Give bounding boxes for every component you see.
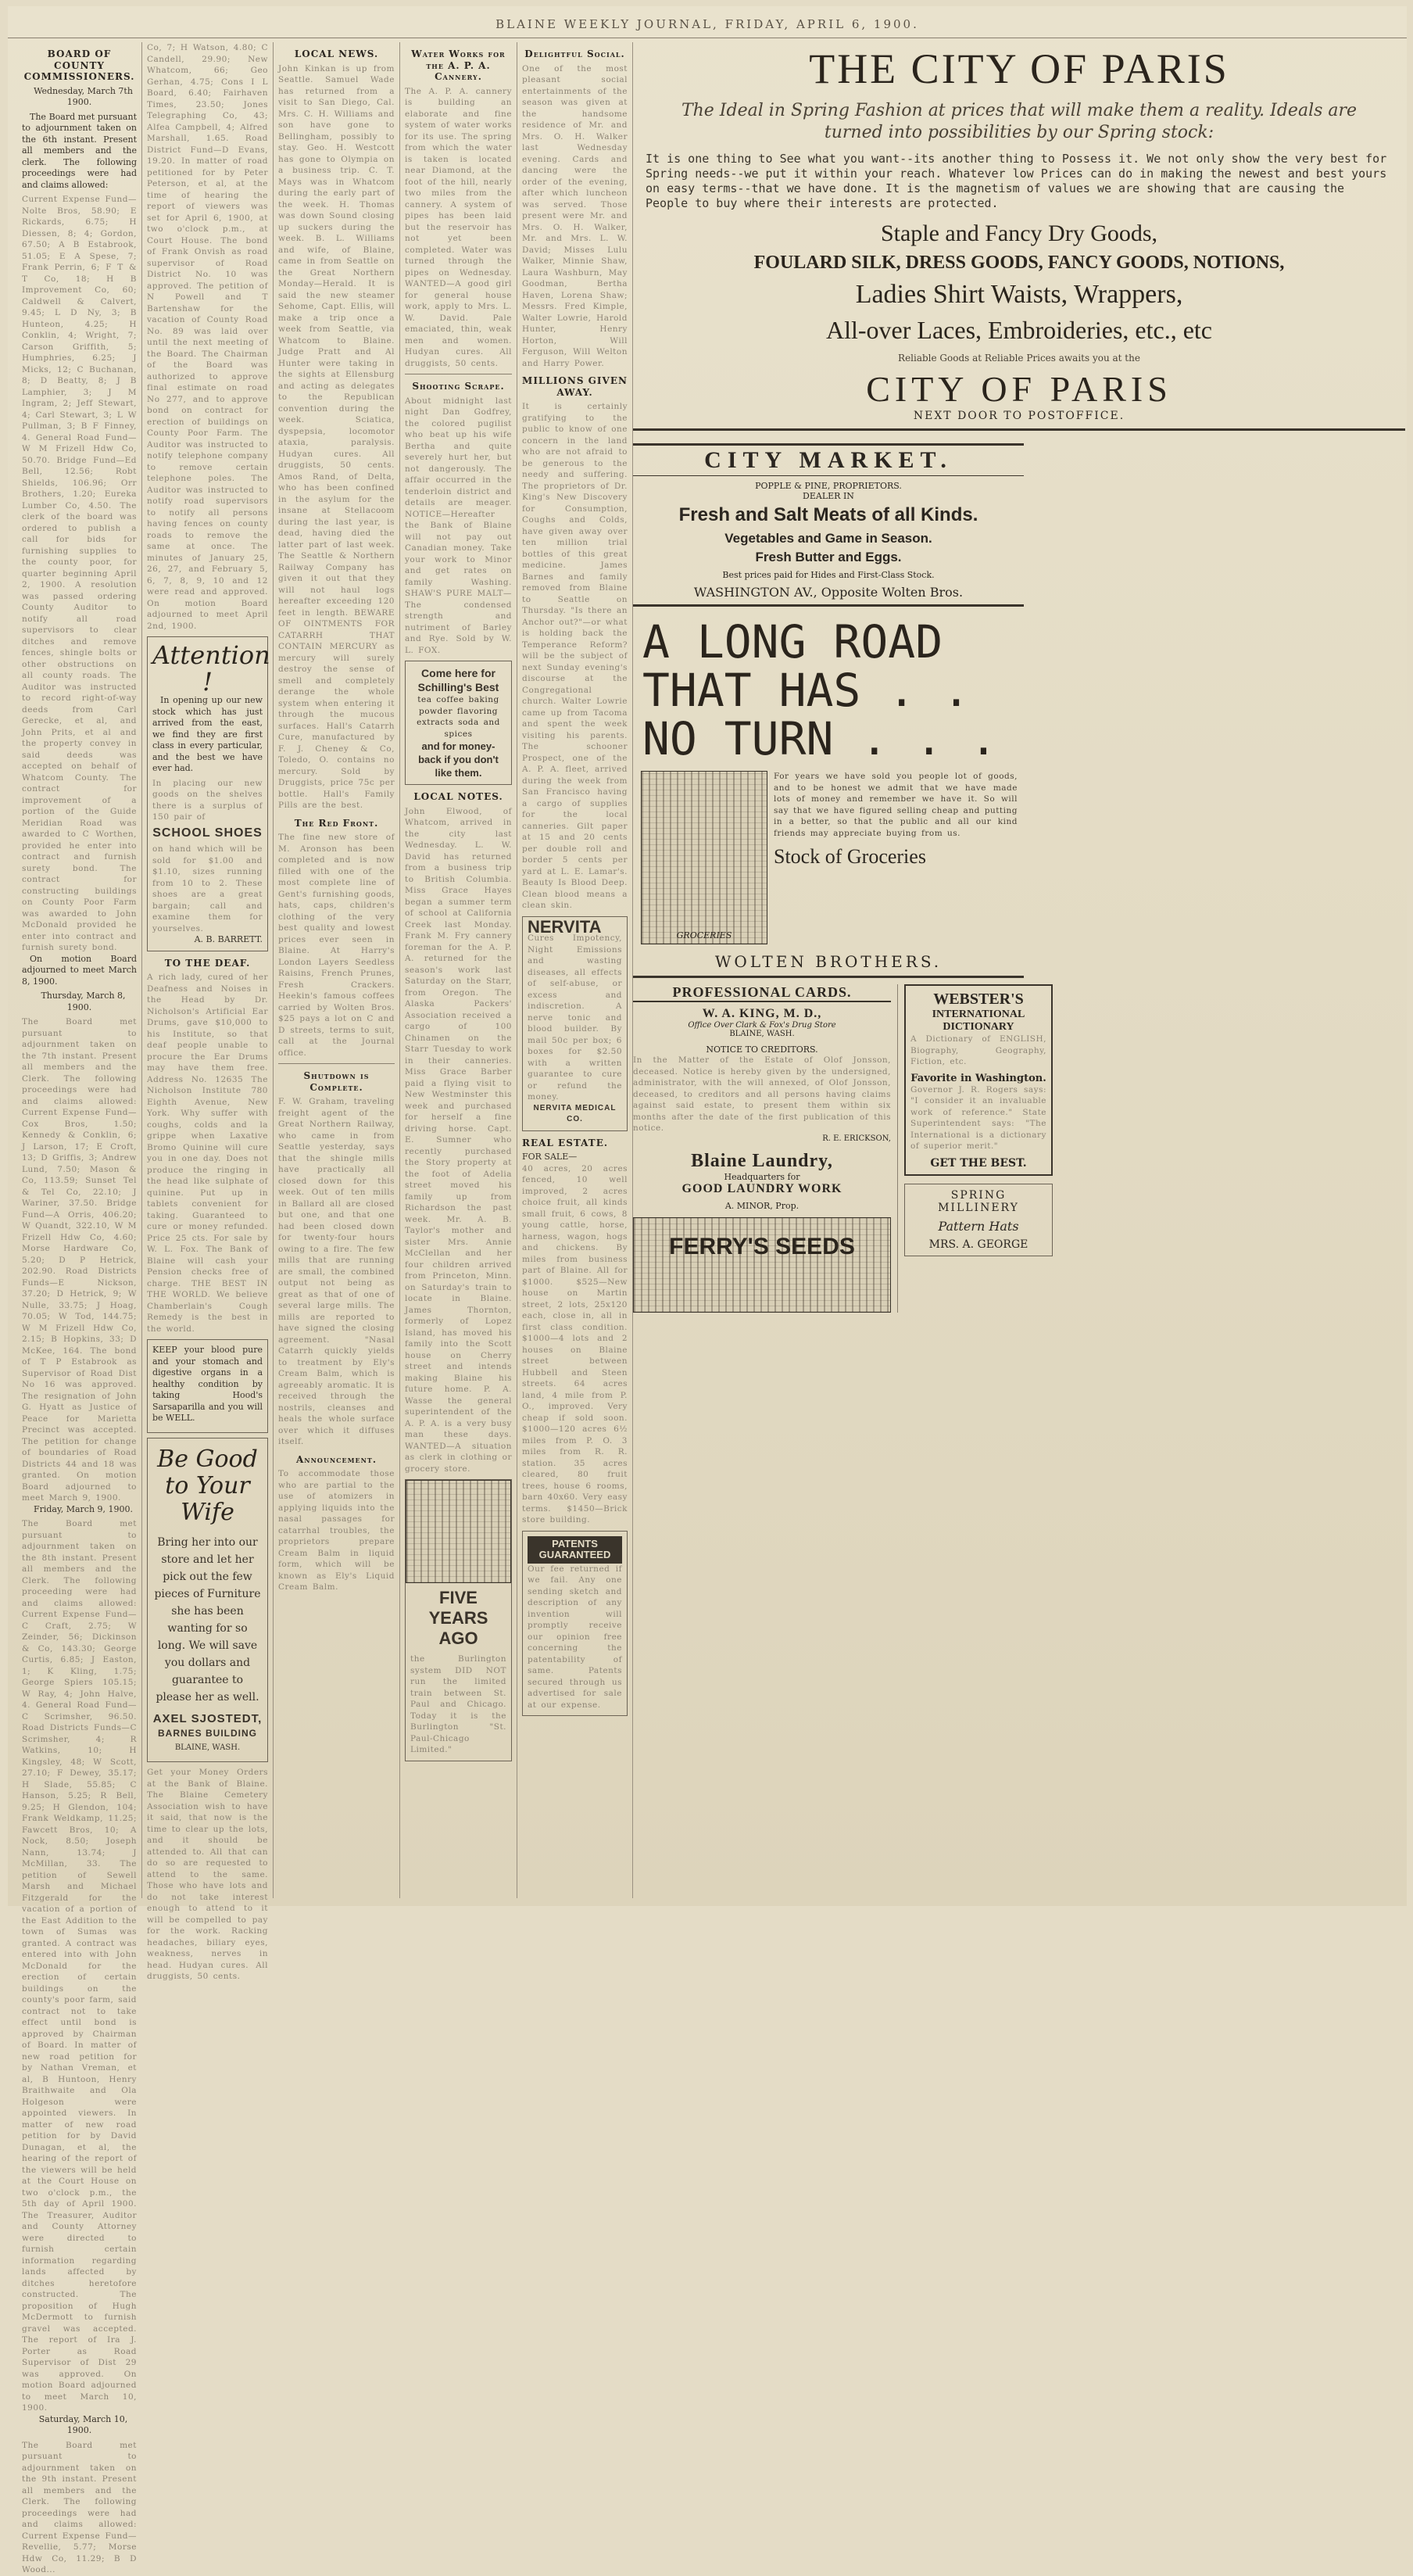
laundry-headquarters: Headquarters for [724, 1171, 800, 1182]
professional-heading: PROFESSIONAL CARDS. [633, 984, 891, 1002]
mrs-george: MRS. A. GEORGE [928, 1238, 1028, 1251]
stock-groceries-heading: Stock of Groceries [774, 845, 926, 868]
barrett-signature: A. B. BARRETT. [194, 934, 263, 944]
long-road-line-2: THAT HAS . . [642, 664, 971, 717]
sjostedt-name: AXEL SJOSTEDT, [152, 1711, 263, 1725]
article-body: It is certainly gratifying to the public to know of one concern in the land who are not afraid to be generous to the needy and suffering. The proprietors of Dr. King's New Discovery for Consumption, Coughs and Colds, have given away over ten million trial bottles of this great medicine. James Barnes and family removed from Blaine to Seattle on Thursday. "Is there an Anchor out?"—or what is holding back the Temperance Reform? will be the subject of next Sunday evening's discourse at the Congregational church. Walter Lowrie came up from Tacoma and spent the week visiting his parents. The schooner Prospect, one of the A. P. A. fleet, arrived during the week from San Francisco having a cargo of supplies for the local canneries. Gilt paper at 15 and 20 cents per double roll and border 5 cents per yard at L. E. Lamar's. Beauty Is Blood Deep. Clean blood means a clean skin. [522, 402, 628, 910]
market-proprietors: POPPLE & PINE, PROPRIETORS. [755, 481, 902, 491]
vegetables-line: Vegetables and Game in Season. [724, 531, 932, 546]
laundry-heading: Blaine Laundry, [691, 1150, 833, 1171]
article-body: The Board met pursuant to adjournment taken on the 7th instant. Present all members and the Clerk. The following proceedings were had and claims allowed: Current Expense Fund—Cox Bros, 1.50; Kennedy & Conklin, 6; J Larson, 17; E Croft, 13; D Griffis, 3; Andrew Lund, 7.50; Mason & Co, 113.59; Sunset Tel & Tel Co, 22.10; J Wariner, 37.50. Bridge Fund—A Orris, 406.20; W Quandt, 322.10, W M Frizell Hdw Co, 4.60; Morse Hardware Co, 5.20; D P Hetrick, 202.90. Road Districts Funds—E Nickson, 37.20; D Hetrick, 9; W Nulle, 33.75; J Hoag, 70.05; W Tod, 144.75; W M Frizell Hdw Co, 2.15; B Hopkins, 33; D McKee, 164. The bond of T P Estabrook as Supervisor of Road Dist No 16 was approved. The resignation of John G. Hyatt as Justice of Peace for Marietta Precinct was accepted. The petition for change of boundaries of Road Districts 44 and 18 was granted. On motion Board adjourned to meet March 9, 1900. [22, 1017, 137, 1503]
minor-prop: A. MINOR, Prop. [724, 1200, 800, 1211]
article-body: The Board met pursuant to adjournment taken on the 9th instant. Present all members and the Clerk. The following proceedings were had and claims allowed: Current Expense Fund—Revellie, 5.77; Morse Hdw Co, 11.29; B D Wood... [22, 2440, 137, 2574]
hoods-ad [147, 1339, 268, 1433]
king-name: W. A. KING, M. D., [702, 1007, 822, 1020]
deaf-heading: TO THE DEAF. [164, 957, 251, 969]
dateline: Wednesday, March 7th 1900. [34, 85, 133, 107]
king-location: BLAINE, WASH. [729, 1030, 795, 1038]
ferrys-seeds-ad [633, 1217, 891, 1313]
social-heading: Delightful Social. [524, 48, 625, 59]
nervita-ad [522, 916, 628, 1131]
red-front-heading: The Red Front. [294, 817, 379, 829]
article-body: About midnight last night Dan Godfrey, the colored pugilist who beat up his wife Bertha and quite severely hurt her, but not dangerously. The affair occurred in the tenderloin district and details are meager. NOTICE—Hereafter the Bank of Blaine will not pay out Canadian money. Take your work to Minor and get rates on family Washing. SHAW'S PURE MALT—The condensed strength and nutriment of Barley and Rye. Sold by W. L. FOX. [405, 396, 512, 655]
next-door-line: NEXT DOOR TO POSTOFFICE. [633, 410, 1405, 431]
foulard-line: FOULARD SILK, DRESS GOODS, FANCY GOODS, NOTIONS, [753, 253, 1285, 273]
ad-text: on hand which will be sold for $1.00 and $1.10, sizes running from 10 to 2. These shoes are a great bargain; call and examine them for yourselves. [152, 844, 263, 933]
ad-text: Bring her into our store and let her pick out the few pieces of Furniture she has been wanting for so long. We will save you dollars and guarantee to please her as well. [154, 1535, 261, 1704]
ad-text: Cures Impotency, Night Emissions and wasting diseases, all effects of self-abuse, or excess and indiscretion. A nerve tonic and blood builder. By mail 50c per box; 6 boxes for $2.50 with a written guarantee to cure or refund the money. [528, 933, 622, 1102]
article-body: The Board met pursuant to adjournment taken on the 8th instant. Present all members and the Clerk. The following proceeding were had and claims allowed: Current Expense Fund—C Craft, 2.75; W Zeinder, 56; Dickinson & Co, 143.30; George Curtis, 6.85; J Easton, 1; K Kling, 1.75; George Spiers 105.15; W Ray, 4; John Halve, 4. General Road Fund—C Scrimsher, 96.50. Road Districts Funds—C Scrimsher, 4; R Watkins, 10; H Kingsley, 48; W Scott, 27.10; F Dewey, 35.17; H Slade, 55.85; C Hanson, 5.25; R Bell, 9.25; H Glendon, 104; Frank Weldkamp, 11.25; Fawcett Bros, 10; A Nock, 8.50; Joseph Nann, 13.74; J McMillan, 33. The petition of Sewell Marsh and Michael Fitzgerald for the vacation of a portion of the East Addition to the town of Sumas was granted. A contract was entered into with John McDonald for the erection of certain buildings on the county's poor farm, said contract not to take effect until bond is approved by Chairman of Board. In matter of new road petition for by Nathan Vreman, et al, B Huntoon, Henry Braithwaite and Ola Holgeson were appointed viewers. In matter of new road petition for by David Dunagan, et al, the hearing of the report of the viewers will be held at the Court House on two o'clock p.m., the 5th day of April 1900. The Treasurer, Auditor and County Attorney were directed to furnish certain information regarding lands affected by ditches heretofore constructed. The proposition of Hugh McDermott to furnish gravel was accepted. The report of Ira J. Porter as Road Supervisor of Dist 29 was approved. On motion Board adjourned to meet March 10, 1900. [22, 1519, 137, 2413]
dateline: Thursday, March 8, 1900. [41, 991, 126, 1012]
reliable-line: Reliable Goods at Reliable Prices awaits you at the [898, 353, 1140, 364]
butter-line: Fresh Butter and Eggs. [755, 550, 902, 564]
spring-millinery: SPRING MILLINERY [938, 1188, 1019, 1214]
article-body: The A. P. A. cannery is building an elaborate and fine system of water works for its use. The spring from which the water is taken is located near Diamond, at the foot of the hill, nearly two miles from the cannery. A system of pipes has been laid but the reservoir has not yet been completed. Water was turned through the pipes on Wednesday. WANTED—A good girl for general house work, apply to Mrs. L. W. David. Pale emaciated, thin, weak men and women. Hudyan cures. All druggists, 50 cents. [405, 86, 512, 368]
nervita-company: NERVITA MEDICAL CO. [533, 1103, 617, 1123]
local-notes-heading: LOCAL NOTES. [413, 791, 503, 802]
real-estate-heading: REAL ESTATE. [522, 1137, 609, 1148]
groceries-sign: GROCERIES [676, 930, 732, 940]
ad-text: the Burlington system DID NOT run the limited train between St. Paul and Chicago. Today it is the Burlington "St. Paul-Chicago Limited." [410, 1654, 506, 1754]
market-ad [633, 435, 1024, 978]
ad-text: tea coffee baking powder flavoring extracts soda and spices [417, 695, 500, 739]
announcement-heading: Announcement. [295, 1453, 377, 1465]
laces-line: All-over Laces, Embroideries, etc., etc [826, 316, 1212, 344]
article-body: One of the most pleasant social entertainments of the season was given at the handsome residence of Mr. and Mrs. O. H. Walker last Wednesday evening. Cards and dancing were the order of the evening, after which luncheon was served. Those present were Mr. and Mrs. O. H. Walker, Mr. and Mrs. L. W. David; Misses Lulu Walker, Minnie Shaw, Laura Washburn, May Goodman, Bertha Haven, Lorena Shaw; Messrs. Fred Kimple, Walter Lowrie, Harold Hunter, Henry Horton, Will Ferguson, Will Welton and Harry Power. [522, 63, 628, 368]
staple-fancy-heading: Staple and Fancy Dry Goods, [880, 220, 1158, 246]
ad-text: In placing our new goods on the shelves there is a surplus of 150 pair of [152, 778, 263, 822]
ad-text: In opening up our new stock which has just arrived from the east, we find they are first class in every particular, and the best we have ever had. [152, 695, 263, 773]
ad-text: Our fee returned if we fail. Any one sending sketch and description of any invention will promptly receive our opinion free concerning the patentability of same. Patents secured through us advertised for sale at our expense. [528, 1564, 622, 1710]
attention-heading: Attention ! [152, 640, 270, 697]
city-of-paris-footer: CITY OF PARIS [866, 369, 1172, 409]
article-body: A rich lady, cured of her Deafness and Noises in the Head by Dr. Nicholson's Artificial Ear Drums, gave $10,000 to his Institute, so that deaf people unable to procure the Ear Drums may have them free. Address No. 12635 The Nicholson Institute 780 Eighth Avenue, New York. Why suffer with coughs, colds and la grippe when Laxative Bromo Quinine will cure you in one day. Does not produce the ringing in the head like sulphate of quinine. Put up in tablets convenient for taking. Guaranteed to cure or money refunded. Price 25 cts. For sale by W. L. Fox. The Bank of Blaine will cash your Pension checks free of charge. THE BEST IN THE WORLD. We believe Chamberlain's Cough Remedy is the best in the world. [147, 973, 268, 1334]
city-of-paris-body: It is one thing to See what you want--its another thing to Possess it. We not only show the very best for Spring needs--we put it within your reach. Whatever low Prices can do in making the newest and best yours on easy terms--that we have done. It is the magnetism of values we are showing that are causing the People to buy where their interests are protected. [646, 152, 1387, 210]
column-five [517, 42, 633, 1898]
millions-heading: MILLIONS GIVEN AWAY. [522, 375, 628, 398]
column-three [274, 42, 400, 1898]
city-of-paris-title: THE CITY OF PARIS [809, 45, 1229, 92]
grocery-store-illustration [641, 771, 767, 944]
advertisement-panel [633, 42, 1405, 1898]
five-years-ago-ad [405, 1479, 512, 1761]
hides-line: Best prices paid for Hides and First-Class Stock. [722, 570, 935, 580]
barrett-shoes-ad [147, 636, 268, 951]
long-road-line-1: A LONG ROAD [642, 615, 943, 668]
pattern-hats: Pattern Hats [938, 1218, 1019, 1234]
article-body: 40 acres, 20 acres fenced, 10 well improved, 2 acres choice fruit, all kinds small fruit, 6 cows, 8 young cattle, horse, harness, wagon, hogs and chickens. By miles from business part of Blaine. All for $1000. $525—New house on Martin street, 2 lots, 25x120 each, close in, all in first class condition. $1000—4 lots and 2 houses on Blaine street between Hubbell and Steen streets. 64 acres land, 4 mile from P. O., improved. Very cheap if sold soon. $1000—120 acres 6½ miles from P. O. 3 miles from R. R. station. 35 acres cleared, 80 fruit trees, house 6 rooms, barn 40x60. Very easy terms. $1450—Brick store building. [522, 1163, 628, 1524]
column-two [142, 42, 274, 1981]
market-dealer: DEALER IN [803, 491, 854, 501]
article-text: The Board met pursuant to adjournment taken on the 6th instant. Present all members and the clerk. The following proceedings were had and claims allowed: [22, 111, 137, 190]
article-body: John Elwood, of Whatcom, arrived in the city last Wednesday. L. W. David has returned from a business trip to British Columbia. Miss Grace Hayes began a summer term of school at California Creek last Monday. Frank M. Fry cannery foreman for the A. P. A. returned for the season's work last Saturday on the Starr, from Oregon. The Alaska Packers' Association received a cargo of 100 Chinamen on the Starr Tuesday to work in their canneries. Miss Grace Barber paid a flying visit to New Westminster this week and purchased for herself a fine driving horse. Capt. E. Sumner who recently purchased the Story property at the foot of Adelia street moved his family up from Richardson the past week. Mr. A. B. Taylor's mother and sister Mrs. Annie McClellan and her four children arrived from Princeton, Minn. on Saturday's train to locate in Blaine. James Thornton, formerly of Lopez Island, has moved his family into the Scott house on Cherry street and intends making Blaine his future home. P. A. Wasse the general superintendent of the A. P. A. is a very busy man these days. WANTED—A situation as clerk in clothing or grocery store. [405, 806, 512, 1474]
shooting-heading: Shooting Scrape. [412, 381, 505, 392]
shirt-waists-line: Ladies Shirt Waists, Wrappers, [855, 280, 1183, 309]
fresh-salt-meats: Fresh and Salt Meats of all Kinds. [678, 504, 978, 525]
sjostedt-furniture-ad [147, 1438, 268, 1763]
king-office: Office Over Clark & Fox's Drug Store [688, 1021, 836, 1030]
webster-subtitle: INTERNATIONAL DICTIONARY [932, 1009, 1025, 1033]
ad-text: Governor J. R. Rogers says: "I consider it an invaluable work of reference." State Superintendent says: "The International is a dictionary of superior merit." [910, 1084, 1046, 1151]
ferrys-seeds-heading: FERRY'S SEEDS [669, 1233, 855, 1259]
ad-text: KEEP your blood pure and your stomach and digestive organs in a healthy condition by taking Hood's Sarsaparilla and you will be WELL. [152, 1345, 263, 1423]
school-shoes-heading: SCHOOL SHOES [152, 826, 263, 840]
adjourn-text: On motion Board adjourned to meet March 8, 1900. [22, 953, 137, 987]
article-body: To accommodate those who are partial to the use of atomizers in applying liquids into the nasal passages for catarrhal troubles, the proprietors prepare Cream Balm in liquid form, which will be known as Ely's Liquid Cream Balm. [278, 1469, 395, 1592]
newspaper-page [8, 6, 1407, 2574]
schilling-sub: and for money-back if you don't like them. [418, 740, 499, 779]
city-of-paris-tagline: The Ideal in Spring Fashion at prices that will make them a reality. Ideals are turned into possibilities by our Spring stock: [681, 101, 1358, 142]
schilling-heading: Come here for Schilling's Best [417, 667, 499, 693]
schilling-ad [405, 661, 512, 785]
column-commissioners [17, 42, 142, 2574]
sjostedt-location: BLAINE, WASH. [174, 1743, 241, 1752]
notice-heading: NOTICE TO CREDITORS. [706, 1044, 818, 1055]
favorite-heading: Favorite in Washington. [910, 1072, 1046, 1084]
ad-text: A Dictionary of ENGLISH, Biography, Geography, Fiction, etc. [910, 1034, 1046, 1066]
masthead: BLAINE WEEKLY JOURNAL, FRIDAY, APRIL 6, 1900. [8, 17, 1407, 38]
webster-title: WEBSTER'S [933, 991, 1024, 1008]
for-sale-label: FOR SALE— [522, 1152, 578, 1162]
laundry-work: GOOD LAUNDRY WORK [681, 1181, 842, 1195]
article-body: John Kinkan is up from Seattle. Samuel Wade has returned from a visit to San Diego, Cal. Mrs. C. H. Williams and son have gone to Bellingham, possibly to stay. Geo. H. Westcott has gone to Olympia on a business trip. C. T. Mays was in Whatcom during the early part of the week. H. Thomas was down Sound closing up suckers during the week. B. L. Williams and wife, of Blaine, came in from Seattle on the Great Northern Monday—Herald. It is said the new steamer Sehome, Capt. Ellis, will make a trip once a week from Seattle, via Whatcom to Blaine. Judge Pratt and Al Hunter were taking in the sights at Ellensburg and acting as delegates to the Republican convention during the week. Sciatica, dyspepsia, locomotor ataxia, paralysis. Hudyan cures. All druggists, 50 cents. Amos Rand, of Delta, who has been confined in the asylum for the insane at Stellacoom during the last year, is dead, having died the latter part of last week. The Seattle & Northern Railway Company has given it out that they will not haul logs hereafter exceeding 120 feet in length. BEWARE OF OINTMENTS FOR CATARRH THAT CONTAIN MERCURY as mercury will surely destroy the sense of smell and completely derange the whole system when entering it through the mucous surfaces. Hall's Catarrh Cure, manufactured by F. J. Cheney & Co, Toledo, O. contains no mercury. Sold by Druggists, price 75c per bottle. Hall's Family Pills are the best. [278, 63, 395, 810]
dateline: Friday, March 9, 1900. [33, 1503, 134, 1514]
millinery-ad [904, 1184, 1053, 1256]
five-years-illustration [406, 1480, 511, 1583]
dateline: Saturday, March 10, 1900. [38, 2413, 128, 2435]
column-four [400, 42, 517, 1898]
article-body: The fine new store of M. Aronson has been completed and is now filled with one of the most complete line of Gent's furnishing goods, hats, caps, children's clothing of the very best quality and lowest prices ever seen in Blaine. At Harry's London Layers Seedless Raisins, French Prunes, Fresh Crackers. Heekin's famous coffees carried by Wolten Bros. $25 pays a lot on C and D streets, terms to suit, call at the Journal office. [278, 833, 395, 1058]
city-market-title: CITY MARKET. [633, 443, 1024, 476]
be-good-heading: Be Good [157, 1445, 258, 1473]
ad-text: For years we have sold you people lot of goods, and to be honest we admit that we have made lots of money and remember we have it. So will say that we have figured selling cheap and putting in a better, so that the public and all our kind friends may appreciate buying from us. [774, 772, 1018, 838]
notice-text: In the Matter of the Estate of Olof Jonsson, deceased. Notice is hereby given by the undersigned, administrator, with the will annexed, of Olof Jonsson, deceased, to creditors and all persons having claims against said estate, to present them within six months after the date of the first publication of this notice. [633, 1055, 891, 1133]
erickson-name: R. E. ERICKSON, [822, 1134, 891, 1143]
patents-heading: PATENTS GUARANTEED [528, 1536, 622, 1564]
professional-cards [633, 984, 898, 1313]
commissioners-heading: BOARD OF COUNTY COMMISSIONERS. [23, 48, 135, 82]
to-your-wife-heading: to Your Wife [165, 1471, 250, 1526]
shutdown-heading: Shutdown is Complete. [303, 1070, 370, 1093]
article-body: Get your Money Orders at the Bank of Blaine. The Blaine Cemetery Association wish to have it said, that now is the time to clear up the lots, and it should be attended to. All that can do so are requested to attend to the same. Those who have lots and do not take interest enough to attend to it will be compelled to pay for the work. Racking headaches, biliary eyes, weakness, nerves in head. Hudyan cures. All druggists, 50 cents. [147, 1768, 268, 1981]
article-body: Current Expense Fund—Nolte Bros, 58.90; E Rickards, 6.75; H Diessen, 8; 4; Gordon, 67.50; A B Estabrook, 51.05; E A Spese, 7; Frank Perrin, 6; F T & T Co, 18; H B Improvement Co, 60; Caldwell & Calvert, 9.45; L D Ny, 3; B Hunteon, 4.25; H Conklin, 4; Wright, 7; Carson Griffith, 5; Humphries, 6.25; J Micks, 12; C Buchanan, 8; D Beatty, 8; J B Lamphier, 3; J M Ingram, 2; Jeff Stewart, 4; Carl Stewart, 3; L W Pullman, 3; B F Finney, 4. General Road Fund—W M Frizell Hdw Co, 50.70. Bridge Fund—Ed Bell, 12.56; Robt Shields, 106.96; Orr Brothers, 1.20; Eureka Lumber Co, 4.50. The clerk of the board was ordered to publish a call for bids for furnishing supplies to the county poor, for quarter beginning April 2, 1900. A resolution was passed ordering County Auditor to notify all road supervisors to clear ditches and remove fences, shingle bolts or other obstructions on all county roads. The Auditor was instructed to record right-of-way deeds from Carl Gerecke, et al, and John Prits, et al and the property convey in said deeds was accepted on behalf of Whatcom County. The contract for improvement of a portion of the Guide Meridian Road was awarded to C Worthen, provided he enter into contract and furnish surety bond. The contract for constructing buildings on County Poor Farm was awarded to John McDonald provided he enter into contract and furnish surety bond. [22, 195, 137, 952]
water-works-heading: Water Works for the A. P. A. Cannery. [411, 48, 506, 82]
nervita-heading: NERVITA [528, 916, 602, 937]
get-best: GET THE BEST. [930, 1156, 1027, 1170]
article-body: Co, 7; H Watson, 4.80; C Candell, 29.90; New Whatcom, 66; Geo Gerhan, 4.75; Cons I L Board, 6.40; Fairhaven Times, 23.50; Jones Telegraphing Co, 43; Alfea Campbell, 4; Alfred Marshall, 1.65. Road District Fund—D Evans, 19.20. In matter of road petitioned for by Peter Peterson, et al, at the time of hearing the report of viewers was set for April 6, 1900, at two o'clock p.m., at Court House. The bond of Frank Onvish as road supervisor of Road District No. 10 was approved. The petition of N Powell and T Bartenshaw for the vacation of County Road No. 89 was laid over until the next meeting of the Board. The Chairman of the Board was authorized to approve final estimate on road No 277, and to approve bond on contract for erection of buildings on County Poor Farm. The Auditor was instructed to notify telephone company to remove certain telephone poles. The Auditor was instructed to notify road supervisors to notify all persons having fences on county roads to remove the same at once. The minutes of January 25, 26, 27, and February 5, 6, 7, 8, 9, 10 and 12 were read and approved. On motion Board adjourned to meet April 2nd, 1900. [147, 43, 268, 631]
article-body: F. W. Graham, traveling freight agent of the Great Northern Railway, who came in from Seattle yesterday, says that the shingle mills have practically all closed down for this week. Out of ten mills in Ballard all are closed but one, and that one had been closed down for twenty-four hours owing to a fire. The few mills that are running are small, the combined output not being as great as that of one of several large mills. The mills are reported to have signed the closing agreement. "Nasal Catarrh quickly yields to treatment by Ely's Cream Balm, which is agreeably aromatic. It is received through the nostrils, cleanses and heals the whole surface over which it diffuses itself. [278, 1097, 395, 1446]
five-years-heading: FIVE YEARS AGO [428, 1588, 488, 1648]
wolten-brothers: WOLTEN BROTHERS. [633, 952, 1024, 978]
long-road-line-3: NO TURN . . . [642, 712, 997, 765]
patents-ad [522, 1531, 628, 1717]
local-news-heading: LOCAL NEWS. [294, 48, 379, 59]
washington-av-line: WASHINGTON AV., Opposite Wolten Bros. [633, 585, 1024, 607]
barnes-building: BARNES BUILDING [157, 1728, 257, 1739]
webster-ad [898, 984, 1053, 1313]
